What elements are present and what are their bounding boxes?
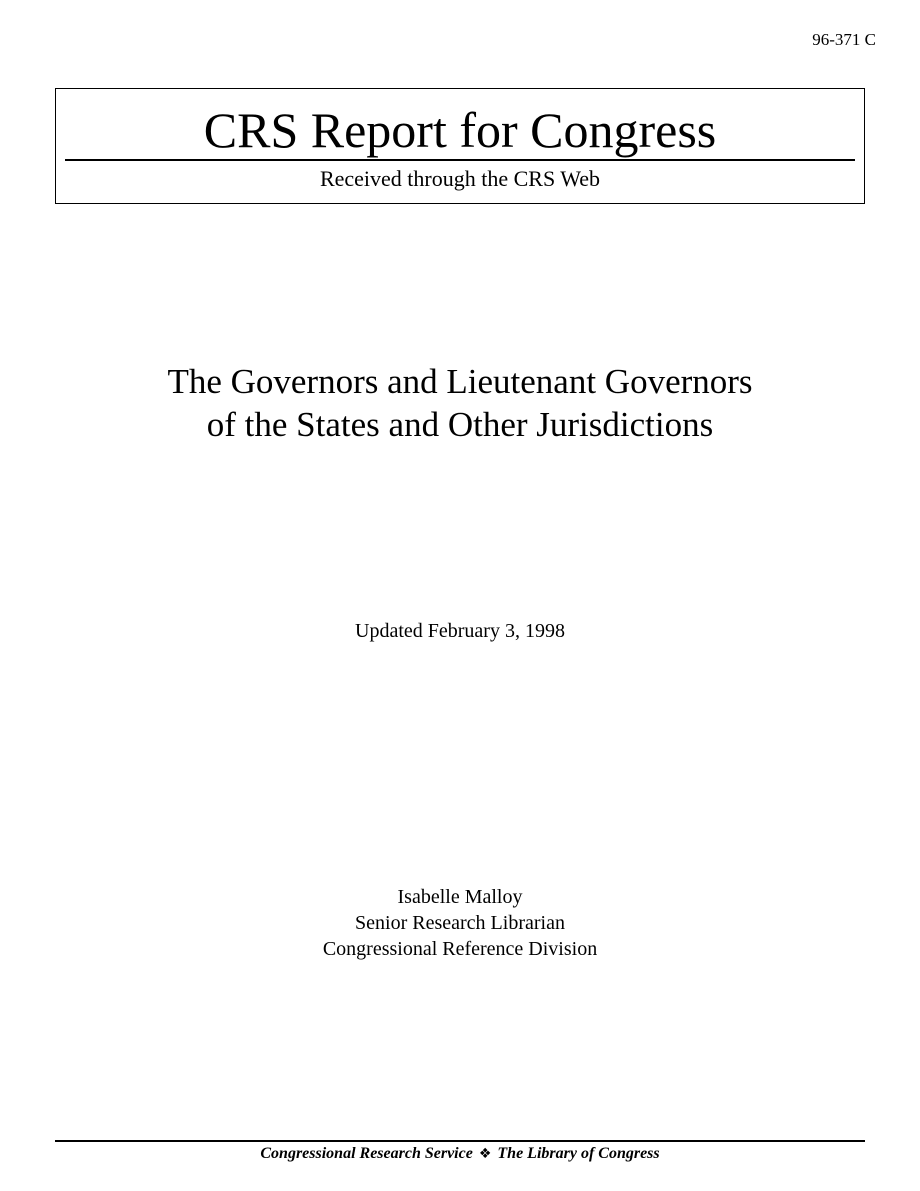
author-position: Senior Research Librarian: [355, 912, 565, 934]
author-division: Congressional Reference Division: [322, 938, 598, 960]
author-block: [0, 884, 920, 962]
footer-diamond-separator: ❖: [478, 1146, 492, 1162]
footer-divider: [55, 1140, 865, 1142]
document-title-line-1: The Governors and Lieutenant Governors: [167, 362, 753, 401]
footer-org-name: Congressional Research Service: [260, 1145, 473, 1162]
footer: [0, 1144, 920, 1164]
report-header-box: [55, 88, 865, 204]
footer-library-name: The Library of Congress: [497, 1145, 660, 1162]
report-number: 96-371 C: [812, 30, 876, 49]
header-divider: [65, 159, 855, 161]
document-title: [0, 360, 920, 446]
document-title-line-2: of the States and Other Jurisdictions: [206, 405, 714, 444]
updated-date: Updated February 3, 1998: [355, 620, 565, 642]
report-header-subtitle: Received through the CRS Web: [319, 166, 601, 191]
report-header-title: CRS Report for Congress: [203, 102, 717, 158]
author-name: Isabelle Malloy: [397, 886, 523, 908]
